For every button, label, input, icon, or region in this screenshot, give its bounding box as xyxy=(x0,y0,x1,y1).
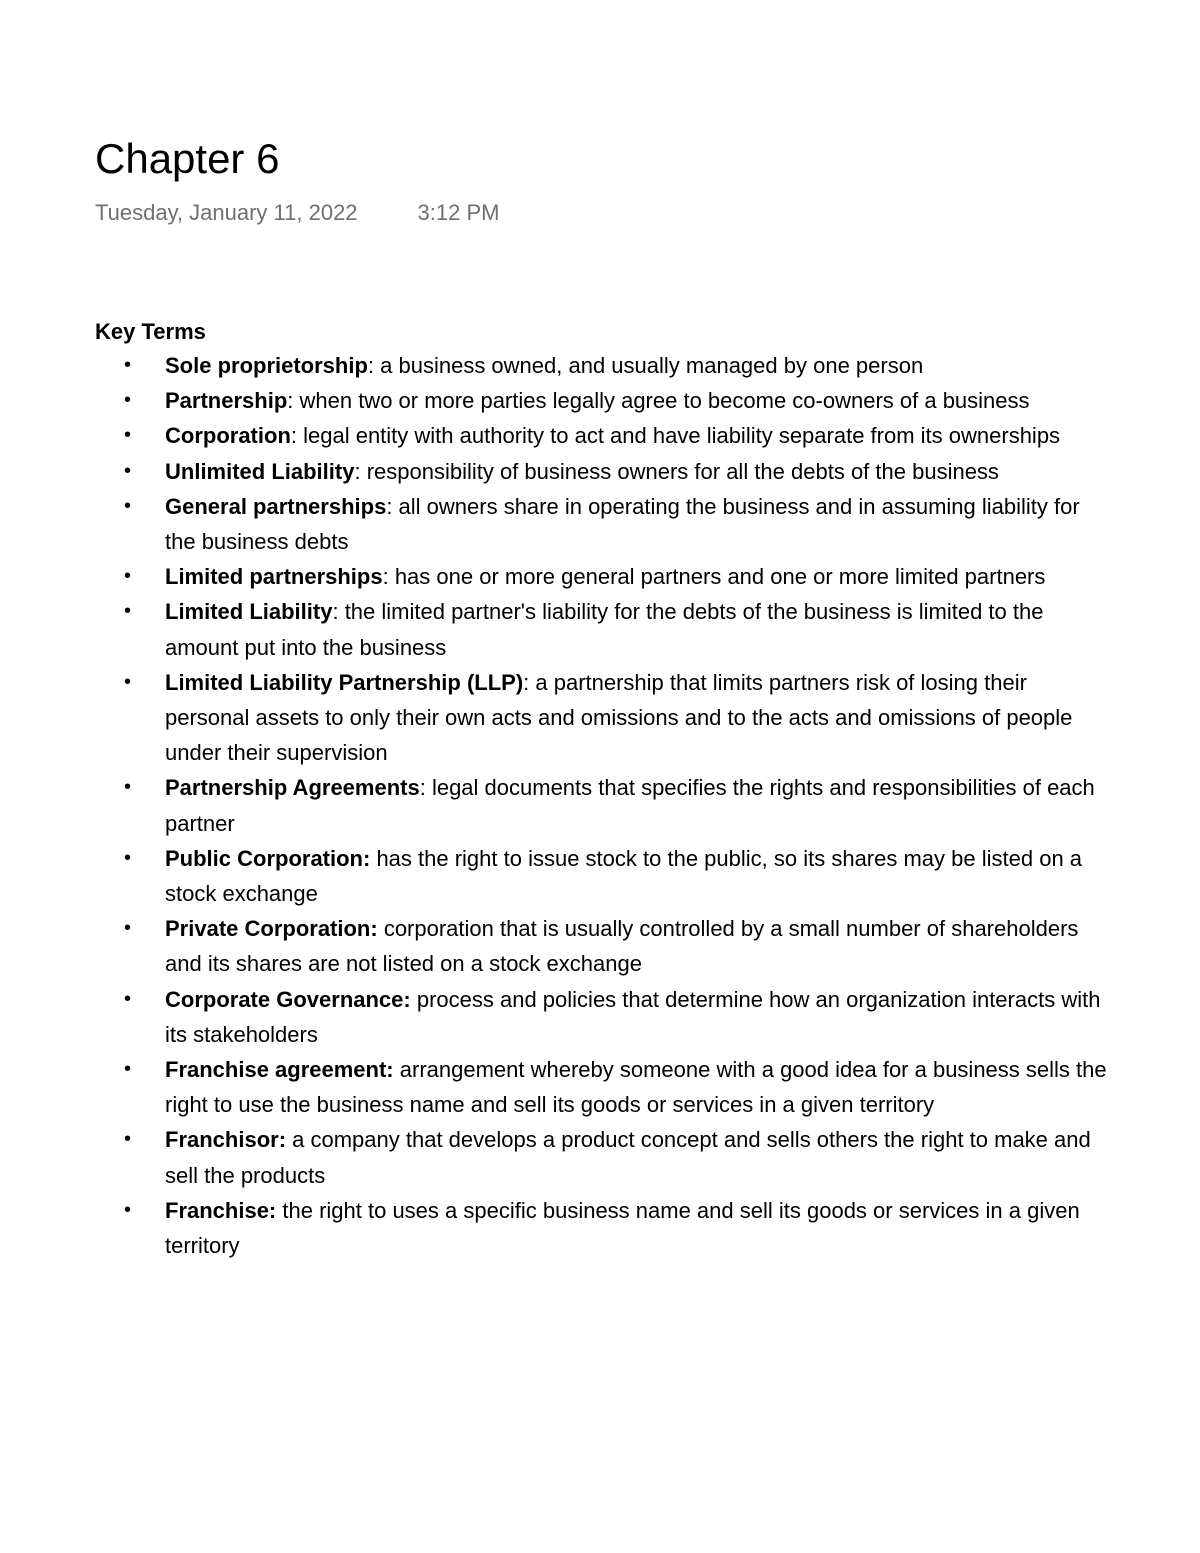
term-name: Public Corporation: xyxy=(165,845,371,871)
list-item xyxy=(120,594,1110,664)
list-item xyxy=(120,348,1110,383)
term-name: Partnership Agreements xyxy=(165,775,420,801)
list-item xyxy=(120,559,1110,594)
list-item xyxy=(120,911,1110,981)
bullet-icon: • xyxy=(124,494,132,517)
note-timestamp xyxy=(95,198,499,228)
term-name: Limited Liability Partnership (LLP) xyxy=(165,669,524,695)
term-definition: : legal entity with authority to act and have liability separate from its ownerships xyxy=(290,423,1061,449)
term-definition: : when two or more parties legally agree to become co-owners of a business xyxy=(287,388,1030,414)
term-name: Franchisor: xyxy=(165,1127,287,1153)
list-item xyxy=(120,770,1110,840)
list-item xyxy=(120,1052,1110,1122)
list-item xyxy=(120,418,1110,453)
page-title: Chapter 6 xyxy=(95,135,280,182)
term-definition: : a business owned, and usually managed by one person xyxy=(367,353,924,378)
term-definition: : a partnership that limits partners risk of losing their personal assets to only their own acts and omissions and to the acts and omissions of people under their supervision xyxy=(165,669,1073,766)
bullet-icon: • xyxy=(124,917,132,940)
term-name: General partnerships xyxy=(165,493,387,519)
term-name: Private Corporation: xyxy=(165,916,378,942)
term-name: Corporate Governance: xyxy=(165,986,411,1012)
term-name: Sole proprietorship xyxy=(165,353,368,378)
term-name: Limited partnerships xyxy=(165,564,383,590)
bullet-icon: • xyxy=(124,846,132,869)
key-terms-list xyxy=(120,348,1110,1263)
term-name: Corporation xyxy=(165,423,291,449)
term-definition: : the limited partner's liability for the debts of the business is limited to the amount put into the business xyxy=(165,599,1044,660)
term-definition: : legal documents that specifies the rights and responsibilities of each partner xyxy=(165,775,1095,836)
term-name: Unlimited Liability xyxy=(165,458,355,484)
bullet-icon: • xyxy=(124,389,132,412)
note-date: Tuesday, January 11, 2022 xyxy=(95,200,358,225)
list-item xyxy=(120,982,1110,1052)
list-item xyxy=(120,1193,1110,1263)
list-item xyxy=(120,489,1110,559)
list-item xyxy=(120,383,1110,418)
term-name: Franchise: xyxy=(165,1197,277,1223)
bullet-icon: • xyxy=(124,565,132,588)
bullet-icon: • xyxy=(124,600,132,623)
list-item xyxy=(120,665,1110,771)
term-definition: a company that develops a product concept and sells others the right to make and sell the products xyxy=(165,1127,1091,1188)
list-item xyxy=(120,1122,1110,1192)
term-definition: corporation that is usually controlled by a small number of shareholders and its shares are not listed on a stock exchange xyxy=(165,916,1079,977)
term-definition: : all owners share in operating the business and in assuming liability for the business debts xyxy=(165,493,1080,555)
term-definition: : has one or more general partners and one or more limited partners xyxy=(382,564,1046,590)
list-item xyxy=(120,454,1110,489)
term-definition: process and policies that determine how an organization interacts with its stakeholders xyxy=(165,986,1101,1047)
list-item xyxy=(120,841,1110,911)
term-definition: arrangement whereby someone with a good idea for a business sells the right to use the business name and sell its goods or services in a given territory xyxy=(165,1057,1107,1118)
term-definition: the right to uses a specific business name and sell its goods or services in a given territory xyxy=(165,1197,1080,1259)
section-heading: Key Terms xyxy=(95,319,206,344)
term-name: Franchise agreement: xyxy=(165,1057,394,1083)
bullet-icon: • xyxy=(124,1128,132,1151)
bullet-icon: • xyxy=(124,1058,132,1081)
bullet-icon: • xyxy=(124,776,132,799)
bullet-icon: • xyxy=(124,424,132,447)
bullet-icon: • xyxy=(124,1198,132,1221)
term-name: Limited Liability xyxy=(165,599,333,625)
bullet-icon: • xyxy=(124,459,132,482)
term-name: Partnership xyxy=(165,388,288,414)
term-definition: has the right to issue stock to the public, so its shares may be listed on a stock exchange xyxy=(165,845,1083,907)
term-definition: : responsibility of business owners for all the debts of the business xyxy=(354,458,999,484)
bullet-icon: • xyxy=(124,987,132,1010)
bullet-icon: • xyxy=(124,670,132,693)
note-time: 3:12 PM xyxy=(417,200,500,225)
bullet-icon: • xyxy=(124,354,132,376)
